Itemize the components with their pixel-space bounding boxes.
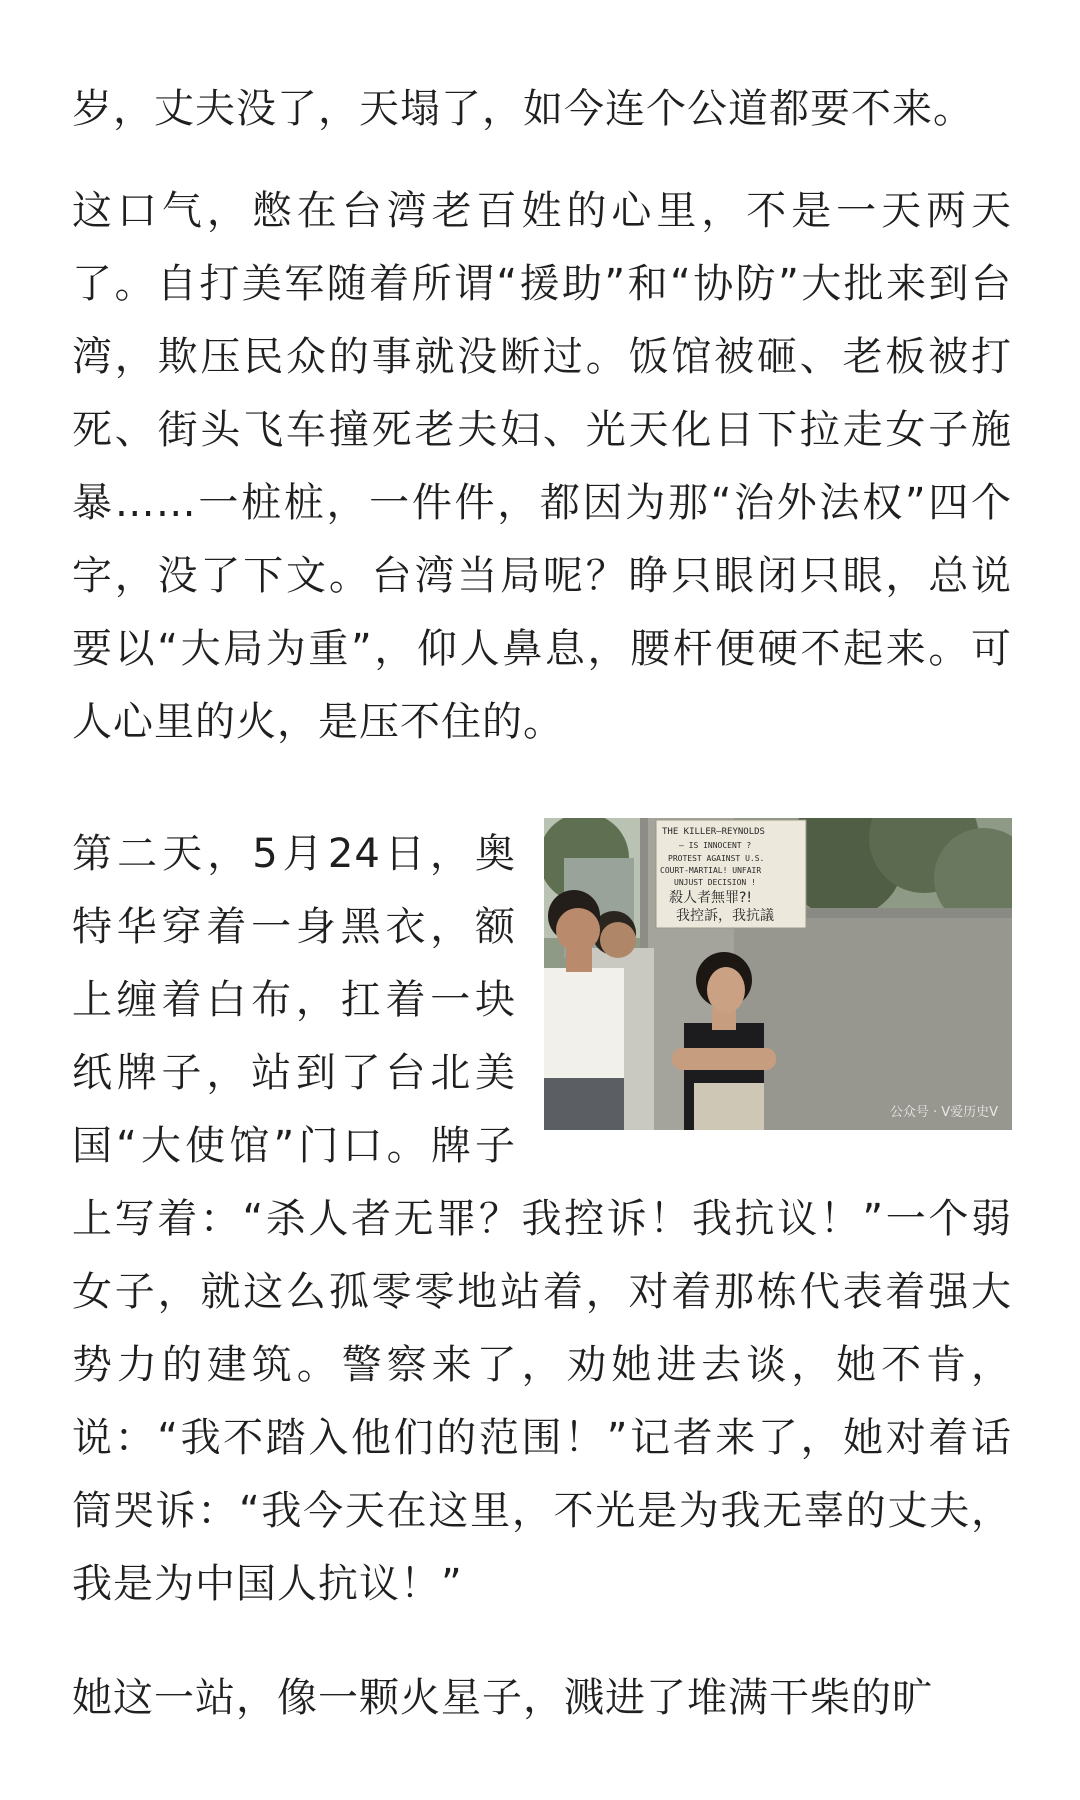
sign-line-4: COURT-MARTIAL! UNFAIR: [660, 866, 762, 875]
paragraph-4: 她这一站，像一颗火星子，溅进了堆满干柴的旷: [72, 1675, 933, 1721]
photo-watermark: 公众号 · V爱历史V: [889, 1105, 998, 1120]
protest-photo: [544, 818, 1012, 1130]
sign-line-2: — IS INNOCENT ?: [679, 841, 752, 850]
sign-line-1: THE KILLER—REYNOLDS: [662, 827, 765, 837]
sign-line-7: 我控訴，我抗議: [676, 908, 774, 924]
sign-line-3: PROTEST AGAINST U.S.: [668, 854, 765, 863]
paragraph-2: 这口气，憋在台湾老百姓的心里，不是一天两天了。自打美军随着所谓“援助”和“协防”大批来到台湾，欺压民众的事就没断过。饭馆被砸、老板被打死、街头飞车撞死老夫妇、光天化日下拉走女子施暴……一桩桩，一件件，都因为那“治外法权”四个字，没了下文。台湾当局呢？睁只眼闭只眼，总说要以“大局为重”，仰人鼻息，腰杆便硬不起来。可人心里的火，是压不住的。: [72, 188, 1012, 745]
paragraph-3: 第二天，5月24日，奥特华穿着一身黑衣，额上缠着白布，扛着一块纸牌子，站到了台北美国“大使馆”门口。牌子上写着：“杀人者无罪？我控诉！我抗议！”一个弱女子，就这么孤零零地站着，对着那栋代表着强大势力的建筑。警察来了，劝她进去谈，她不肯，说：“我不踏入他们的范围！”记者来了，她对着话筒哭诉：“我今天在这里，不光是为我无辜的丈夫，我是为中国人抗议！”: [72, 831, 1012, 1607]
sign-line-5: UNJUST DECISION !: [674, 878, 756, 887]
paragraph-3-block: [72, 818, 1012, 1621]
sign-line-6: 殺人者無罪?!: [669, 890, 753, 906]
protest-photo-illustration: [544, 818, 1012, 1130]
paragraph-1: 岁，丈夫没了，天塌了，如今连个公道都要不来。: [72, 86, 974, 132]
